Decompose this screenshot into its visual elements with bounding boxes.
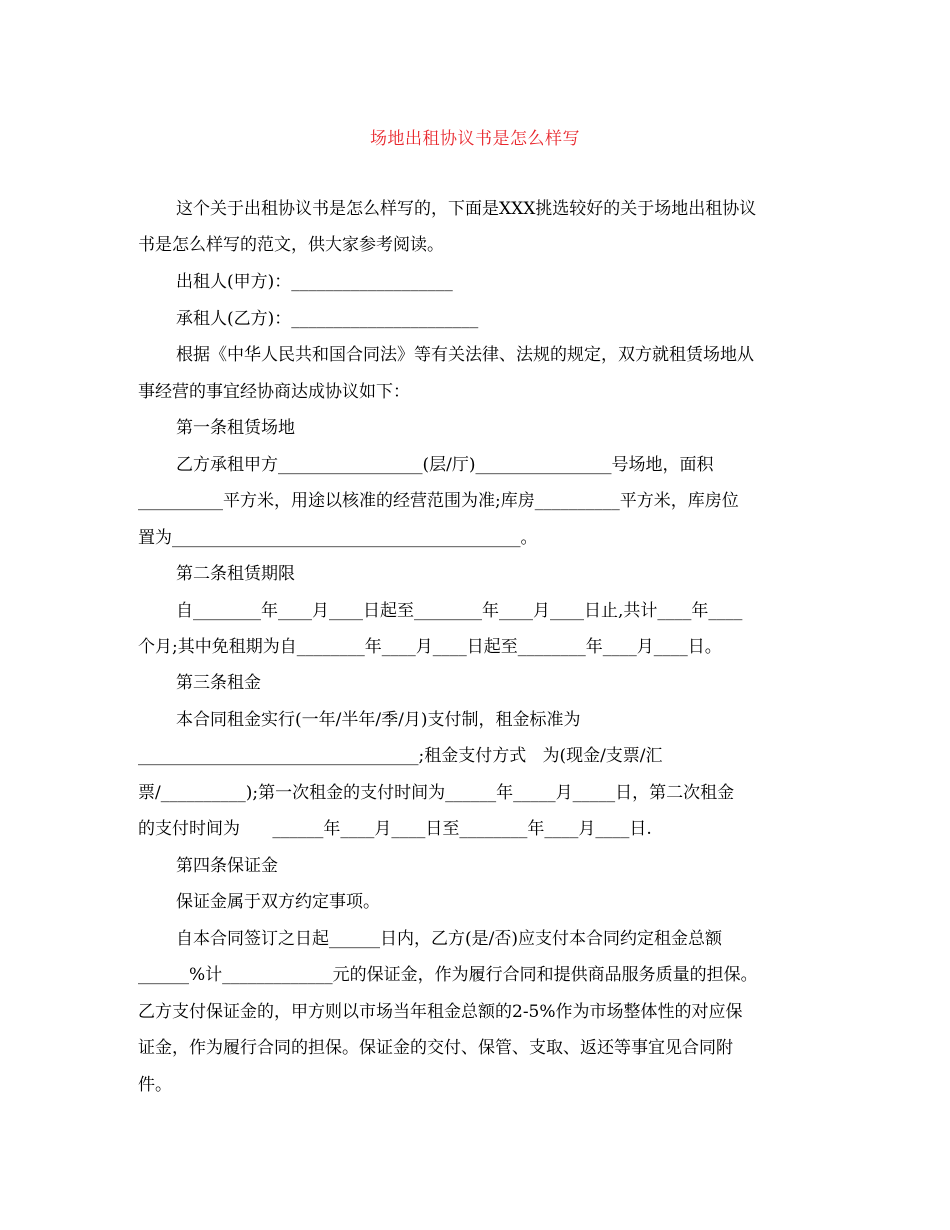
lessee-line: 承租人(乙方)：______________________ [176,309,479,329]
section-heading: 第三条租金 [176,673,261,693]
paragraph-line: 的支付时间为 ______年____月____日至________年____月____日. [138,819,652,839]
section-heading: 第二条租赁期限 [176,564,295,584]
paragraph-line: 乙方承租甲方_________________(层/厅)________________号场地，面积 [176,455,714,475]
paragraph-line: 事经营的事宜经协商达成协议如下： [138,382,410,402]
paragraph-line: 本合同租金实行(一年/半年/季/月)支付制，租金标准为 [176,710,581,730]
document-title: 场地出租协议书是怎么样写 [370,129,580,149]
paragraph-line: ______%计_____________元的保证金，作为履行合同和提供商品服务质量的担保。 [138,965,758,985]
paragraph-line: 自________年____月____日起至________年____月____日止,共计____年____ [176,601,743,621]
paragraph-line: 书是怎么样写的范文，供大家参考阅读。 [138,235,444,255]
paragraph-line: 保证金属于双方约定事项。 [176,892,380,912]
paragraph-line: 个月;其中免租期为自________年____月____日起至________年____月____日。 [138,637,722,657]
paragraph-line: 这个关于出租协议书是怎么样写的，下面是XXX挑选较好的关于场地出租协议 [176,199,757,219]
paragraph-line: 根据《中华人民共和国合同法》等有关法律、法规的规定，双方就租赁场地从 [176,345,754,365]
paragraph-line: __________平方米，用途以核准的经营范围为准;库房__________平方米，库房位 [138,491,739,511]
section-heading: 第四条保证金 [176,856,278,876]
paragraph-line: 置为_________________________________________。 [138,528,538,548]
paragraph-line: 件。 [138,1075,172,1095]
paragraph-line: 自本合同签订之日起______日内，乙方(是/否)应支付本合同约定租金总额 [176,929,722,949]
paragraph-line: 证金，作为履行合同的担保。保证金的交付、保管、支取、返还等事宜见合同附 [138,1038,733,1058]
section-heading: 第一条租赁场地 [176,418,295,438]
paragraph-line: _________________________________;租金支付方式 为(现金/支票/汇 [138,746,663,766]
lessor-line: 出租人(甲方)：___________________ [176,272,453,292]
paragraph-line: 票/__________);第一次租金的支付时间为______年_____月_____日，第二次租金 [138,783,735,803]
paragraph-line: 乙方支付保证金的，甲方则以市场当年租金总额的2-5%作为市场整体性的对应保 [138,1002,743,1022]
